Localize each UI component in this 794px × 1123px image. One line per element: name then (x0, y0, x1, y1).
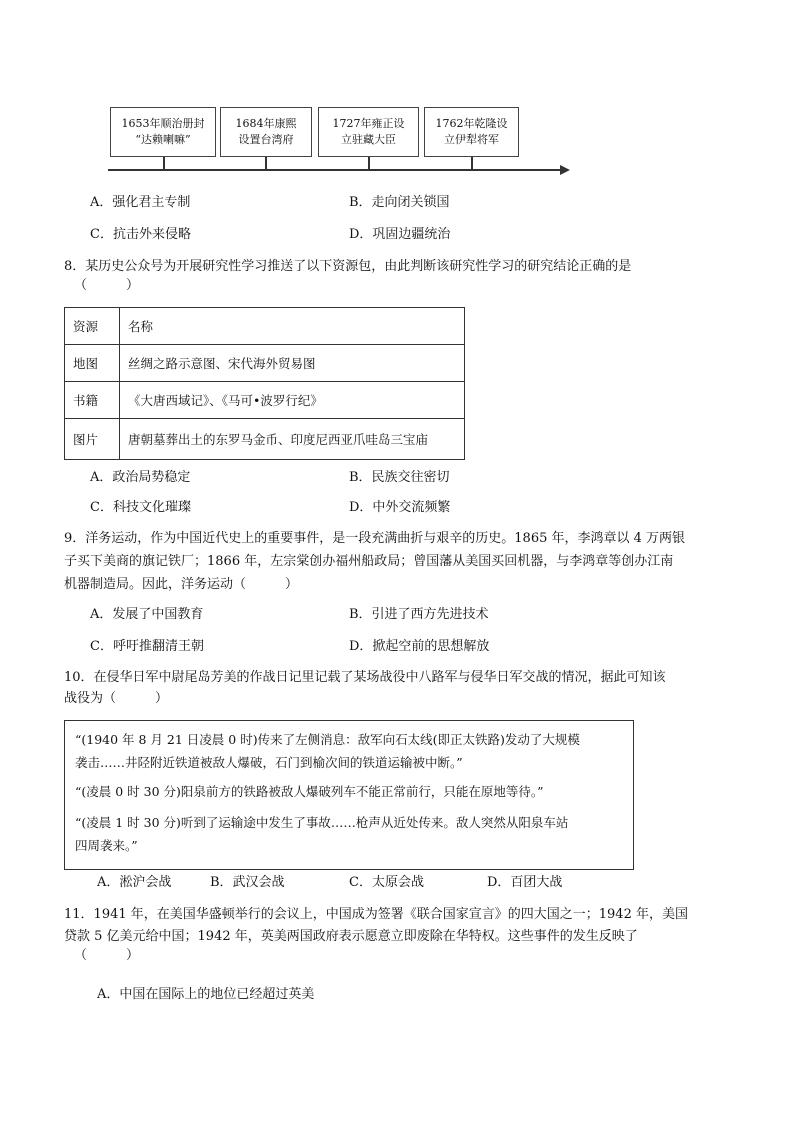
timeline-event-2 (220, 107, 312, 157)
table-cell: 地图 (65, 345, 120, 382)
q10-option-d[interactable]: D．百团大战 (487, 875, 563, 890)
q10-stem-line2: 战役为（ ） (64, 691, 169, 706)
q8-option-b[interactable]: B．民族交往密切 (349, 470, 450, 485)
q9-stem-line1: 9．洋务运动，作为中国近代史上的重要事件，是一段充满曲折与艰辛的历史。1865 年，李鸿章以 4 万两银 (64, 531, 686, 546)
q7-option-b[interactable]: B．走向闭关锁国 (349, 195, 450, 210)
timeline-event-1 (110, 107, 216, 157)
q10-quote3-line2: 四周袭来。” (75, 838, 138, 853)
q9-option-c[interactable]: C．呼吁推翻清王朝 (90, 639, 204, 654)
q11-stem-line1: 11．1941 年，在美国华盛顿举行的会议上，中国成为签署《联合国家宣言》的四大国之一；1942 年，美国 (64, 907, 688, 922)
q7-option-c[interactable]: C．抗击外来侵略 (90, 227, 191, 242)
timeline-axis (108, 169, 563, 171)
q8-resource-table (64, 307, 465, 460)
q7-option-a[interactable]: A．强化君主专制 (90, 195, 191, 210)
q10-option-b[interactable]: B．武汉会战 (210, 875, 285, 890)
q10-quote3-line1: “(凌晨 1 时 30 分)听到了运输途中发生了事故……枪声从近处传来。敌人突然从阳泉车站 (75, 815, 569, 830)
timeline-event-3 (318, 107, 419, 157)
table-row (65, 419, 465, 460)
table-cell: 《大唐西域记》、《马可•波罗行纪》 (120, 382, 465, 419)
q10-quote-box (64, 720, 634, 870)
q10-quote1-line2: 袭击……井陉附近铁道被敌人爆破，石门到榆次间的铁道运输被中断。” (75, 755, 463, 770)
q9-option-b[interactable]: B．引进了西方先进技术 (349, 607, 489, 622)
timeline-event-2-line2: 设置台湾府 (238, 133, 294, 146)
timeline-event-4-line2: 立伊犁将军 (444, 133, 499, 146)
q8-option-d[interactable]: D．中外交流频繁 (349, 500, 451, 515)
arrow-right-icon (560, 165, 570, 175)
q11-stem-answer-blank: （ ） (74, 948, 140, 963)
q8-option-c[interactable]: C．科技文化璀璨 (90, 500, 191, 515)
timeline-event-3-line2: 立驻藏大臣 (341, 133, 396, 146)
table-cell: 书籍 (65, 382, 120, 419)
q8-stem: 8．某历史公众号为开展研究性学习推送了以下资源包，由此判断该研究性学习的研究结论正确的是 (64, 259, 632, 274)
q9-stem-line3: 机器制造局。因此，洋务运动（ ） (64, 577, 299, 592)
timeline-event-2-line1: 1684年康熙 (235, 117, 297, 130)
table-header-row (65, 308, 465, 345)
table-cell: 唐朝墓葬出土的东罗马金币、印度尼西亚爪哇岛三宝庙 (120, 419, 465, 460)
q8-stem-answer-blank: （ ） (74, 278, 140, 293)
table-header-cell: 资源 (65, 308, 120, 345)
q10-quote2: “(凌晨 0 时 30 分)阳泉前方的铁路被敌人爆破列车不能正常前行，只能在原地等待。” (75, 784, 544, 799)
q10-quote1-line1: “(1940 年 8 月 21 日凌晨 0 时)传来了左侧消息：敌军向石太线(即正太铁路)发动了大规模 (75, 732, 580, 747)
table-header-cell: 名称 (120, 308, 465, 345)
q9-option-d[interactable]: D．掀起空前的思想解放 (349, 639, 490, 654)
table-row (65, 345, 465, 382)
q10-option-c[interactable]: C．太原会战 (349, 875, 424, 890)
q11-option-a[interactable]: A．中国在国际上的地位已经超过英美 (97, 987, 315, 1002)
q10-option-a[interactable]: A．淞沪会战 (97, 875, 172, 890)
q10-stem-line1: 10．在侵华日军中尉尾岛芳美的作战日记里记载了某场战役中八路军与侵华日军交战的情况，据此可知该 (64, 670, 666, 685)
table-cell: 丝绸之路示意图、宋代海外贸易图 (120, 345, 465, 382)
timeline-event-4-line1: 1762年乾隆设 (435, 117, 508, 130)
timeline-event-4 (424, 107, 519, 157)
q7-option-d[interactable]: D．巩固边疆统治 (349, 227, 451, 242)
q11-stem-line2: 贷款 5 亿美元给中国；1942 年，英美两国政府表示愿意立即废除在华特权。这些事件的发生反映了 (64, 929, 638, 944)
timeline-event-1-line2: “达赖喇嘛” (135, 133, 191, 146)
q9-option-a[interactable]: A．发展了中国教育 (90, 607, 204, 622)
timeline-event-1-line1: 1653年顺治册封 (121, 117, 205, 130)
table-cell: 图片 (65, 419, 120, 460)
q8-option-a[interactable]: A．政治局势稳定 (90, 470, 191, 485)
table-row (65, 382, 465, 419)
q9-stem-line2: 子买下美商的旗记铁厂；1866 年，左宗棠创办福州船政局；曾国藩从美国买回机器，与李鸿章等创办江南 (64, 554, 674, 569)
timeline-event-3-line1: 1727年雍正设 (332, 117, 405, 130)
